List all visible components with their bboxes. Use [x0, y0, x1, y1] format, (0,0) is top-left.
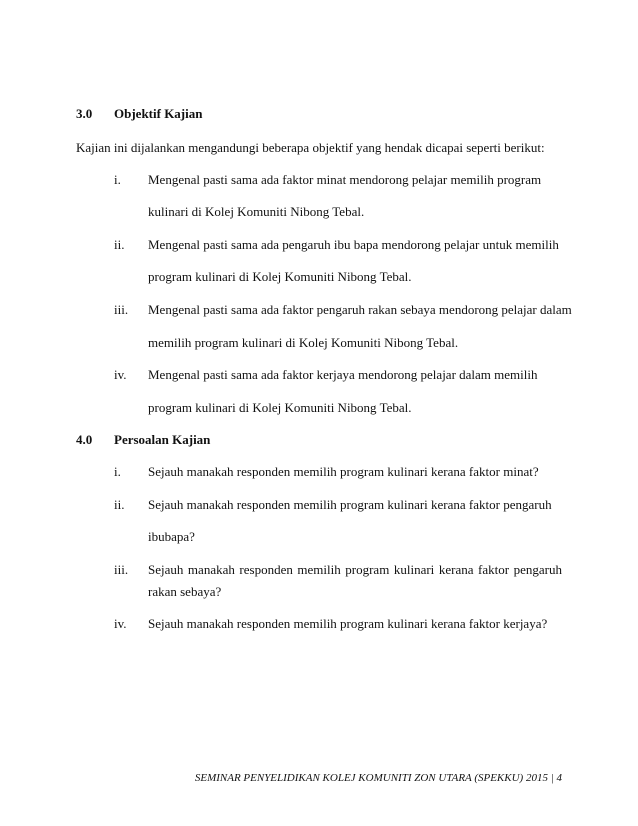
section-4-title: Persoalan Kajian	[114, 432, 211, 447]
objective-marker: ii.	[114, 237, 125, 252]
question-text-cont: ibubapa?	[148, 529, 195, 544]
objective-text: Mengenal pasti sama ada pengaruh ibu bapa mendorong pelajar untuk memilih	[148, 237, 559, 252]
question-text: Sejauh manakah responden memilih program kulinari kerana faktor pengaruh	[148, 562, 562, 577]
section-3-title: Objektif Kajian	[114, 106, 203, 121]
question-text: Sejauh manakah responden memilih program kulinari kerana faktor pengaruh	[148, 497, 552, 512]
objective-text-cont: program kulinari di Kolej Komuniti Nibong Tebal.	[148, 400, 412, 415]
question-text: Sejauh manakah responden memilih program kulinari kerana faktor kerjaya?	[148, 616, 548, 631]
objective-text: Mengenal pasti sama ada faktor minat mendorong pelajar memilih program	[148, 172, 542, 187]
objective-marker: i.	[114, 172, 121, 187]
objective-text-cont: kulinari di Kolej Komuniti Nibong Tebal.	[148, 204, 365, 219]
section-3-number: 3.0	[76, 106, 93, 121]
objective-text-cont: memilih program kulinari di Kolej Komuniti Nibong Tebal.	[148, 335, 459, 350]
question-marker: i.	[114, 464, 121, 479]
section-3-intro: Kajian ini dijalankan mengandungi beberapa objektif yang hendak dicapai seperti berikut:	[76, 140, 545, 155]
question-text-cont: rakan sebaya?	[148, 584, 222, 599]
objective-marker: iv.	[114, 367, 127, 382]
question-marker: ii.	[114, 497, 125, 512]
objective-marker: iii.	[114, 302, 129, 317]
question-marker: iii.	[114, 562, 129, 577]
objective-text: Mengenal pasti sama ada faktor kerjaya mendorong pelajar dalam memilih	[148, 367, 538, 382]
page-footer: SEMINAR PENYELIDIKAN KOLEJ KOMUNITI ZON UTARA (SPEKKU) 2015 | 4	[194, 772, 562, 784]
section-4-number: 4.0	[76, 432, 93, 447]
question-text: Sejauh manakah responden memilih program kulinari kerana faktor minat?	[148, 464, 539, 479]
objective-text-cont: program kulinari di Kolej Komuniti Nibong Tebal.	[148, 269, 412, 284]
objective-text: Mengenal pasti sama ada faktor pengaruh rakan sebaya mendorong pelajar dalam	[148, 302, 572, 317]
question-marker: iv.	[114, 616, 127, 631]
